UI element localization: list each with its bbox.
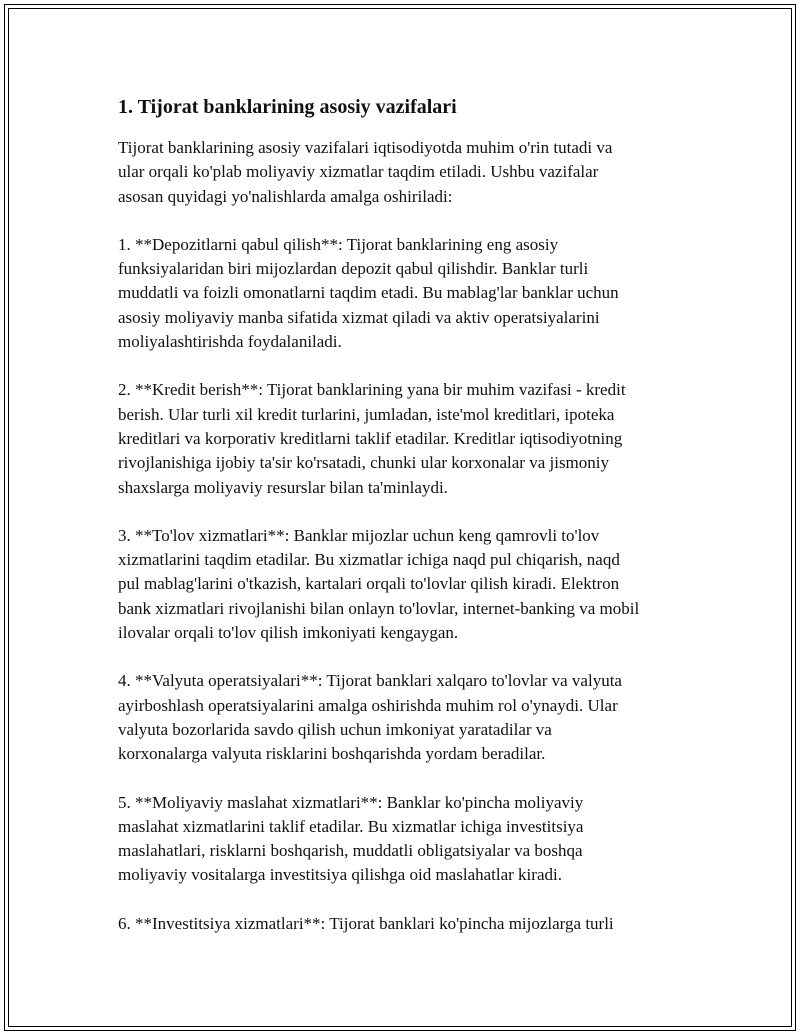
paragraph-deposits: 1. **Depozitlarni qabul qilish**: Tijorat banklarining eng asosiy funksiyalaridan biri mijozlardan depozit qabul qilishdir. Banklar turli muddatli va foizli omonatlarni taqdim etadi. Bu mablag'lar banklar uchun asosiy moliyaviy manba sifatida xizmat qiladi va aktiv operatsiyalarini moliyalashtirishda foydalaniladi. — [118, 234, 619, 352]
paragraph-currency-operations: 4. **Valyuta operatsiyalari**: Tijorat banklari xalqaro to'lovlar va valyuta ayirboshlash operatsiyalarini amalga oshirishda muhim rol o'ynaydi. Ular valyuta bozorlarida savdo qilish uchun imkoniyat yaratadilar va korxonalarga valyuta risklarini boshqarishda yordam beradilar. — [118, 671, 622, 764]
document-body — [118, 94, 693, 960]
paragraph-investment-services: 6. **Investitsiya xizmatlari**: Tijorat banklari ko'pincha mijozlarga turli — [118, 913, 614, 933]
document-title: 1. Tijorat banklarining asosiy vazifalari — [118, 96, 457, 118]
paragraph-financial-advisory: 5. **Moliyaviy maslahat xizmatlari**: Banklar ko'pincha moliyaviy maslahat xizmatlarini taklif etadilar. Bu xizmatlar ichiga investitsiya maslahatlari, risklarni boshqarish, muddatli obligatsiyalar va boshqa moliyaviy vositalarga investitsiya qilishga oid maslahatlar kiradi. — [118, 792, 584, 885]
paragraph-payment-services: 3. **To'lov xizmatlari**: Banklar mijozlar uchun keng qamrovli to'lov xizmatlarini taqdim etadilar. Bu xizmatlar ichiga naqd pul chiqarish, naqd pul mablag'larini o'tkazish, kartalari orqali to'lovlar qilish kiradi. Elektron bank xizmatlari rivojlanishi bilan onlayn to'lovlar, internet-banking va mobil ilovalar orqali to'lov qilish imkoniyati kengaygan. — [118, 525, 640, 643]
paragraph-credit: 2. **Kredit berish**: Tijorat banklarining yana bir muhim vazifasi - kredit berish. Ular turli xil kredit turlarini, jumladan, iste'mol kreditlari, ipoteka kreditlari va korporativ kreditlarni taklif etadilar. Kreditlar iqtisodiyotning rivojlanishiga ijobiy ta'sir ko'rsatadi, chunki ular korxonalar va jismoniy shaxslarga moliyaviy resurslar bilan ta'minlaydi. — [118, 380, 626, 497]
intro-paragraph: Tijorat banklarining asosiy vazifalari iqtisodiyotda muhim o'rin tutadi va ular orqali ko'plab moliyaviy xizmatlar taqdim etiladi. Ushbu vazifalar asosan quyidagi yo'nalishlarda amalga oshiriladi: — [118, 138, 613, 206]
